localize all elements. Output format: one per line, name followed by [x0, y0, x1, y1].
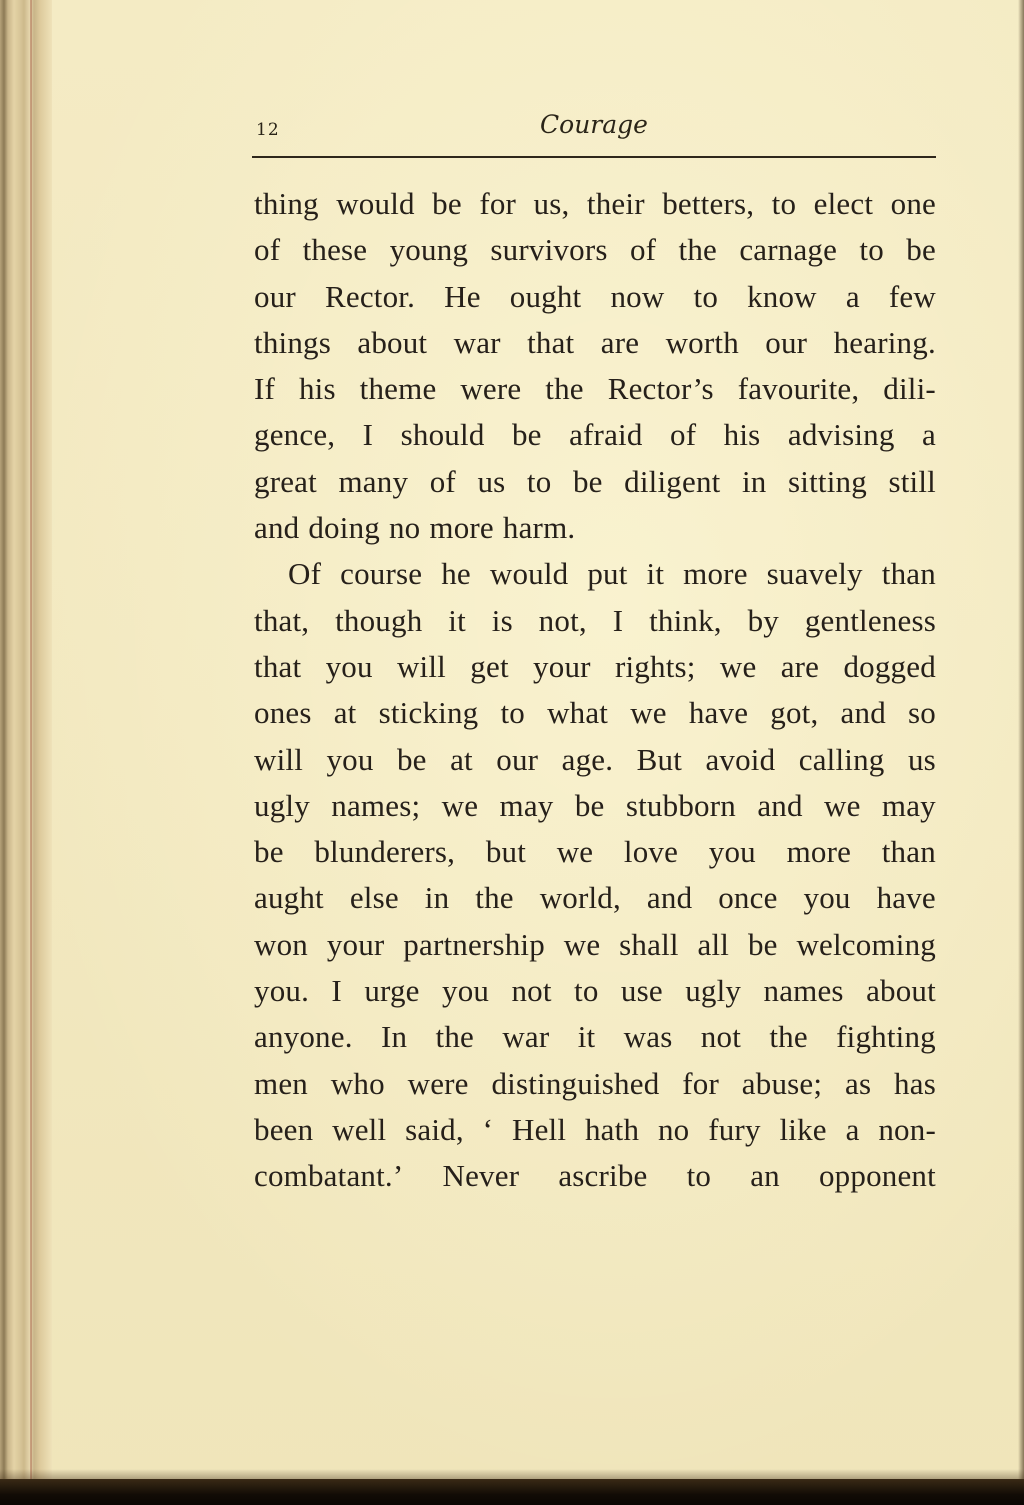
word: what: [547, 695, 609, 731]
word: carnage: [739, 232, 838, 268]
word: it: [577, 1019, 596, 1055]
word: ugly: [254, 787, 310, 823]
word: by: [747, 602, 779, 638]
body-text: [254, 181, 936, 1200]
word: in: [741, 463, 767, 499]
text-line: [254, 922, 936, 968]
word: are: [780, 648, 820, 684]
word: of: [429, 463, 456, 499]
word: may: [881, 787, 936, 823]
word: are: [600, 324, 640, 360]
word: we: [441, 787, 479, 823]
word: a: [845, 1111, 860, 1147]
word: to: [686, 1158, 712, 1194]
word: our: [254, 278, 296, 314]
word: ascribe: [558, 1158, 648, 1194]
word: But: [636, 741, 683, 777]
text-line: [254, 1061, 936, 1107]
word: at: [333, 695, 357, 731]
word: so: [908, 695, 936, 731]
text-line: [254, 1107, 936, 1153]
word: should: [400, 417, 485, 453]
word: suavely: [766, 556, 863, 592]
word: the: [545, 371, 584, 407]
word: we: [824, 787, 861, 823]
word: and: [840, 695, 886, 731]
word: survivors: [490, 232, 608, 268]
text-line: [254, 412, 936, 458]
word: though: [335, 602, 423, 638]
word: that,: [254, 602, 310, 638]
book-spine: [0, 0, 52, 1505]
word: combatant.’: [254, 1158, 404, 1194]
page-right-edge: [1018, 0, 1024, 1505]
text-line: [254, 1014, 936, 1060]
word: rights;: [614, 648, 696, 684]
word: great: [254, 463, 317, 499]
word: more: [429, 510, 494, 546]
word: not,: [538, 602, 587, 638]
word: young: [389, 232, 469, 268]
word: no: [388, 510, 421, 546]
word: who: [330, 1065, 385, 1101]
text-line: [254, 459, 936, 505]
word: may: [499, 787, 554, 823]
word: we: [630, 695, 667, 731]
word: be: [572, 463, 603, 499]
word: has: [894, 1065, 936, 1101]
word: be: [254, 834, 284, 870]
word: for: [682, 1065, 719, 1101]
word: calling: [798, 741, 885, 777]
word: Rector’s: [607, 371, 714, 407]
word: of: [629, 232, 657, 268]
word: we: [563, 926, 601, 962]
word: more: [786, 834, 852, 870]
word: we: [556, 834, 594, 870]
word: use: [620, 973, 663, 1009]
word: that: [254, 648, 302, 684]
word: won: [254, 926, 308, 962]
word: be: [906, 232, 936, 268]
word: the: [475, 880, 514, 916]
text-line: [254, 783, 936, 829]
word: their: [586, 186, 645, 221]
word: to: [693, 278, 719, 314]
word: were: [460, 371, 522, 407]
word: our: [496, 741, 539, 777]
word: advising: [787, 417, 895, 453]
word: it: [448, 602, 466, 638]
word: you: [325, 648, 373, 684]
word: us,: [533, 186, 570, 221]
word: in: [424, 880, 450, 916]
word: anyone.: [254, 1019, 353, 1055]
word: you: [442, 973, 490, 1009]
word: elect: [813, 186, 874, 221]
word: got,: [770, 695, 819, 731]
word: our: [765, 324, 808, 360]
word: If: [254, 371, 276, 407]
word: the: [678, 232, 717, 268]
word: war: [502, 1019, 550, 1055]
word: said,: [405, 1111, 464, 1147]
word: his: [723, 417, 761, 453]
word: love: [623, 834, 679, 870]
word: hearing.: [833, 324, 936, 360]
word: ones: [254, 695, 312, 731]
word: us: [907, 741, 936, 777]
word: one: [890, 186, 936, 221]
word: sticking: [378, 695, 479, 731]
word: been: [254, 1111, 314, 1147]
word: doing: [308, 510, 380, 546]
text-line: [254, 829, 936, 875]
bottom-shadow: [0, 1469, 1024, 1479]
word: know: [747, 278, 817, 314]
word: it: [646, 556, 665, 592]
word: not: [700, 1019, 742, 1055]
word: Rector.: [325, 278, 416, 314]
word: opponent: [818, 1158, 936, 1194]
word: have: [688, 695, 749, 731]
word: things: [254, 324, 331, 360]
word: to: [859, 232, 884, 268]
word: were: [407, 1065, 469, 1101]
text-line: [254, 598, 936, 644]
word: you.: [254, 973, 310, 1009]
word: war: [453, 324, 501, 360]
spine-thread: [30, 0, 32, 1505]
word: you: [326, 741, 374, 777]
page-header: [252, 108, 936, 156]
word: be: [747, 926, 778, 962]
word: be: [396, 741, 427, 777]
text-line: [254, 227, 936, 273]
word: partnership: [403, 926, 545, 962]
text-line: [254, 875, 936, 921]
word: your: [326, 926, 385, 962]
word: these: [302, 232, 368, 268]
word: betters,: [662, 186, 755, 221]
word: us: [477, 463, 506, 499]
word: Hell: [511, 1111, 567, 1147]
word: ought: [509, 278, 582, 314]
text-line: [254, 181, 936, 227]
text-line: [254, 968, 936, 1014]
word: dili-: [883, 371, 936, 407]
word: ugly: [685, 973, 742, 1009]
word: abuse;: [741, 1065, 823, 1101]
word: shall: [619, 926, 679, 962]
word: and: [254, 510, 300, 546]
word: at: [450, 741, 473, 777]
word: hath: [584, 1111, 640, 1147]
header-rule: [252, 156, 936, 158]
word: your: [533, 648, 591, 684]
word: I: [362, 417, 374, 453]
word: is: [491, 602, 513, 638]
text-line: [254, 366, 936, 412]
word: get: [470, 648, 509, 684]
word: the: [435, 1019, 475, 1055]
word: a: [921, 417, 936, 453]
word: blunderers,: [314, 834, 456, 870]
word: In: [380, 1019, 408, 1055]
word: fighting: [836, 1019, 936, 1055]
word: to: [500, 695, 525, 731]
word: urge: [364, 973, 420, 1009]
word: was: [623, 1019, 673, 1055]
running-head: Courage: [540, 110, 648, 139]
word: to: [771, 186, 797, 221]
word: distinguished: [491, 1065, 660, 1101]
word: for: [479, 186, 517, 221]
word: harm.: [502, 510, 576, 546]
word: will: [254, 741, 304, 777]
word: avoid: [705, 741, 776, 777]
word: gence,: [254, 417, 336, 453]
word: to: [526, 463, 552, 499]
word: well: [332, 1111, 387, 1147]
text-line: [254, 690, 936, 736]
word: favourite,: [737, 371, 860, 407]
text-line: [254, 644, 936, 690]
word: be: [432, 186, 462, 221]
word: all: [697, 926, 730, 962]
word: have: [876, 880, 936, 916]
word: think,: [649, 602, 722, 638]
text-line: [254, 274, 936, 320]
word: would: [336, 186, 415, 221]
text-line: [254, 737, 936, 783]
word: of: [254, 232, 281, 268]
word: and: [646, 880, 693, 916]
word: once: [718, 880, 778, 916]
word: aught: [254, 880, 324, 916]
word: would: [489, 556, 569, 592]
word: gentleness: [804, 602, 936, 638]
text-line: [254, 551, 936, 597]
word: will: [396, 648, 446, 684]
word: than: [881, 556, 936, 592]
word: the: [769, 1019, 808, 1055]
word: men: [254, 1065, 308, 1101]
word: he: [441, 556, 471, 592]
word: no: [657, 1111, 690, 1147]
word: diligent: [624, 463, 721, 499]
word: many: [338, 463, 409, 499]
word: dogged: [843, 648, 936, 684]
word: that: [527, 324, 575, 360]
word: non-: [878, 1111, 936, 1147]
word: course: [340, 556, 423, 592]
word: welcoming: [796, 926, 936, 962]
word: worth: [665, 324, 739, 360]
word: be: [511, 417, 542, 453]
word: few: [888, 278, 936, 314]
word: now: [610, 278, 665, 314]
word: ‘: [482, 1111, 494, 1147]
word: you: [803, 880, 851, 916]
page-number: 12: [256, 120, 280, 140]
word: more: [683, 556, 748, 592]
word: age.: [561, 741, 614, 777]
word: to: [574, 973, 599, 1009]
text-line: [254, 320, 936, 366]
word: I: [612, 602, 624, 638]
word: I: [331, 973, 342, 1009]
word: be: [574, 787, 605, 823]
word: and: [757, 787, 803, 823]
text-line: [254, 505, 936, 551]
word: else: [349, 880, 399, 916]
word: as: [845, 1065, 872, 1101]
word: theme: [359, 371, 437, 407]
word: an: [750, 1158, 780, 1194]
word: world,: [539, 880, 621, 916]
word: sitting: [788, 463, 867, 499]
word: his: [298, 371, 336, 407]
word: we: [719, 648, 757, 684]
book-bottom-edge: [0, 1479, 1024, 1505]
word: a: [845, 278, 860, 314]
word: He: [444, 278, 481, 314]
word: Never: [442, 1158, 520, 1194]
text-line: [254, 1153, 936, 1199]
word: names;: [331, 787, 421, 823]
word: fury: [708, 1111, 761, 1147]
word: than: [881, 834, 936, 870]
word: of: [670, 417, 697, 453]
word: names: [763, 973, 844, 1009]
word: put: [587, 556, 628, 592]
word: not: [511, 973, 552, 1009]
word: about: [357, 324, 428, 360]
word: Of: [288, 556, 322, 592]
word: like: [779, 1111, 827, 1147]
word: about: [866, 973, 936, 1009]
word: stubborn: [625, 787, 736, 823]
word: but: [485, 834, 527, 870]
word: you: [708, 834, 756, 870]
word: thing: [254, 186, 319, 221]
word: still: [888, 463, 936, 499]
word: afraid: [569, 417, 643, 453]
